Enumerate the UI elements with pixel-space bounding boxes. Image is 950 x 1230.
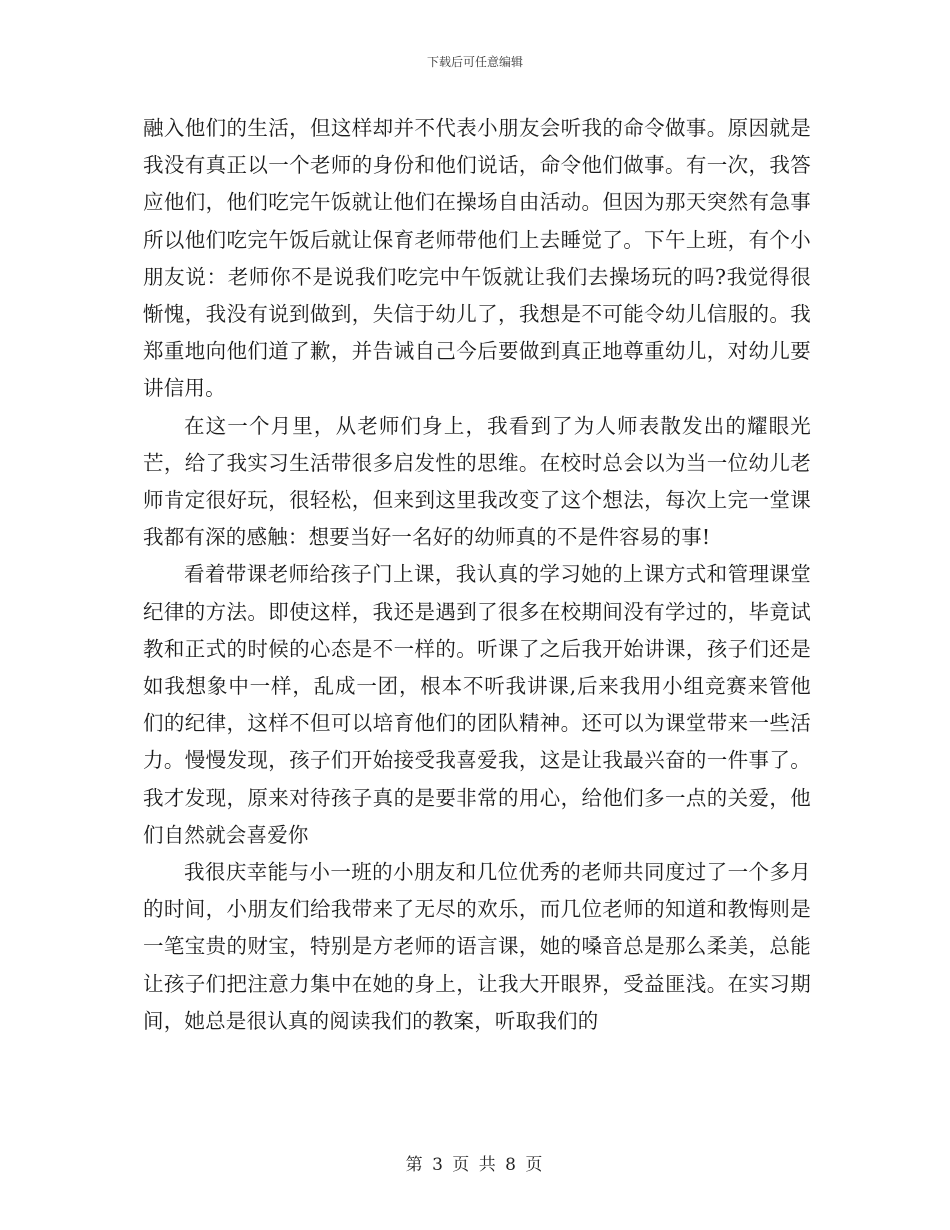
page-number-footer: 第 3 页 共 8 页	[405, 1155, 545, 1175]
paragraph-continuation: 融入他们的生活，但这样却并不代表小朋友会听我的命令做事。原因就是我没有真正以一个老师的身份和他们说话，命令他们做事。有一次，我答应他们，他们吃完午饭就让他们在操场自由活动。但因为那天突然有急事所以他们吃完午饭后就让保育老师带他们上去睡觉了。下午上班，有个小朋友说：老师你不是说我们吃完中午饭就让我们去操场玩的吗?我觉得很惭愧，我没有说到做到，失信于幼儿了，我想是不可能令幼儿信服的。我郑重地向他们道了歉，并告诫自己今后要做到真正地尊重幼儿，对幼儿要讲信用。	[143, 116, 811, 401]
document-body	[143, 110, 811, 1040]
paragraph-teachers-light: 在这一个月里，从老师们身上，我看到了为人师表散发出的耀眼光芒，给了我实习生活带很多启发性的思维。在校时总会以为当一位幼儿老师肯定很好玩，很轻松，但来到这里我改变了这个想法，每次上完一堂课我都有深的感触：想要当好一名好的幼师真的不是件容易的事!	[143, 413, 811, 550]
paragraph-gratitude: 我很庆幸能与小一班的小朋友和几位优秀的老师共同度过了一个多月的时间，小朋友们给我带来了无尽的欢乐，而几位老师的知道和教悔则是一笔宝贵的财宝，特别是方老师的语言课，她的嗓音总是那么柔美，总能让孩子们把注意力集中在她的身上，让我大开眼界，受益匪浅。在实习期间，她总是很认真的阅读我们的教案，听取我们的	[143, 860, 811, 1033]
page-header-note: 下载后可任意编辑	[426, 55, 523, 69]
paragraph-classroom-discipline: 看着带课老师给孩子门上课，我认真的学习她的上课方式和管理课堂纪律的方法。即使这样，我还是遇到了很多在校期间没有学过的，毕竟试教和正式的时候的心态是不一样的。听课了之后我开始讲课，孩子们还是如我想象中一样，乱成一团，根本不听我讲课,后来我用小组竞赛来管他们的纪律，这样不但可以培育他们的团队精神。还可以为课堂带来一些活力。慢慢发现，孩子们开始接受我喜爱我，这是让我最兴奋的一件事了。我才发现，原来对待孩子真的是要非常的用心，给他们多一点的关爱，他们自然就会喜爱你	[143, 562, 811, 847]
